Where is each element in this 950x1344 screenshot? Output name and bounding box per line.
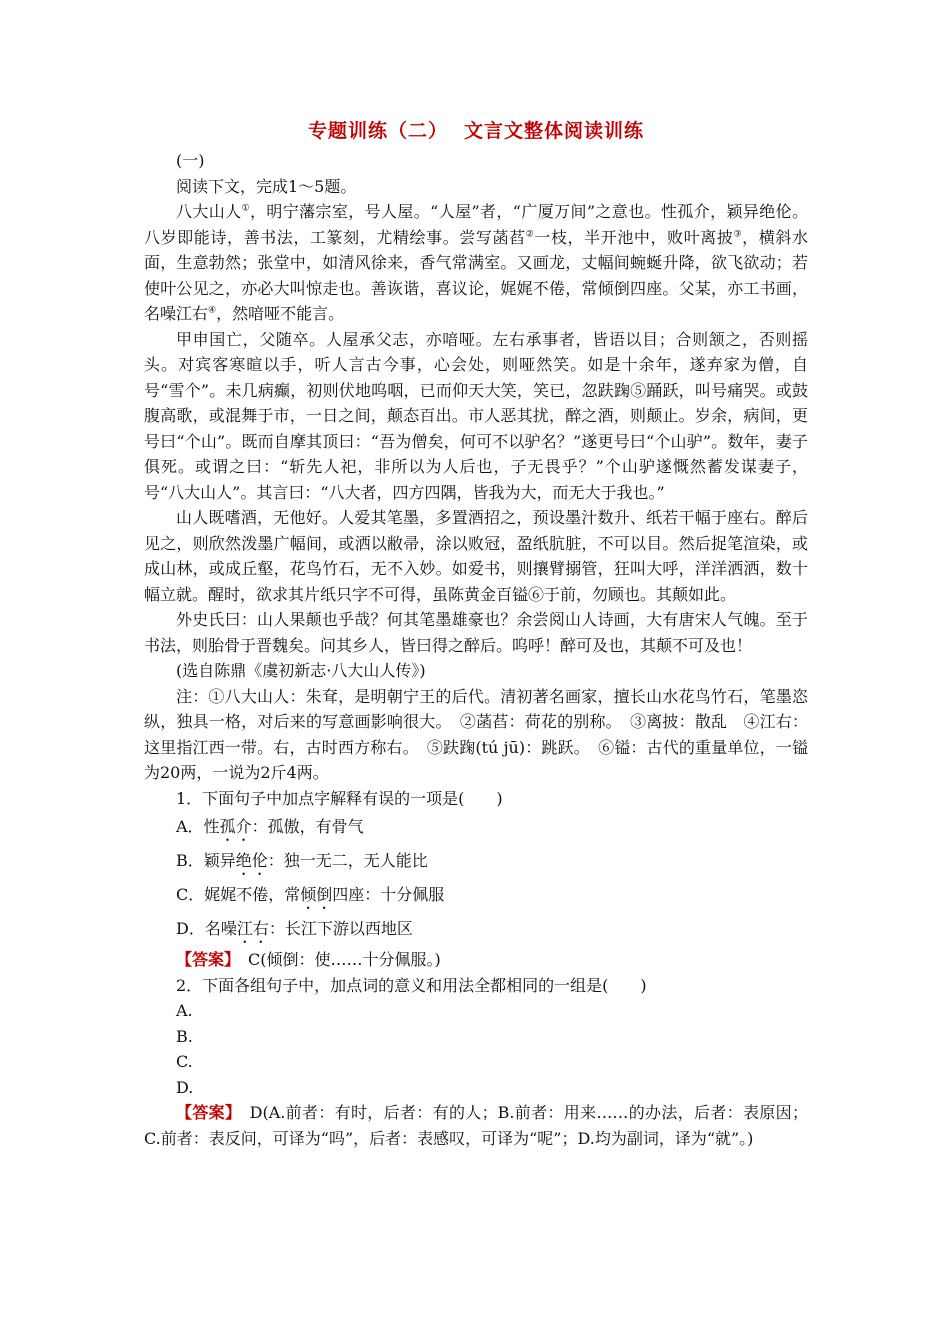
question-1-option-d: D．名噪江右：长江下游以西地区 [176, 919, 413, 938]
title-part2: 文言文整体阅读训练 [464, 120, 645, 142]
passage-paragraph-2: 甲申国亡，父随卒。人屋承父志，亦喑哑。左右承事者，皆语以目；合则颔之，否则摇头。对宾客寒暄以手，听人言古今事，心会处，则哑然笑。如是十余年，遂弃家为僧，自号“雪个”。未几病癫，初则伏地呜咽，已而仰天大笑，笑已，忽趺踘⑤踊跃，叫号痛哭。或鼓腹高歌，或混舞于市，一日之间，颠态百出。市人恶其扰，醉之酒，则颠止。岁余，病间，更号曰“个山”。既而自摩其顶曰：“吾为僧矣，何可不以驴名？”遂更号曰“个山驴”。数年，妻子俱死。或谓之曰：“斩先人祀，非所以为人后也，子无畏乎？”个山驴遂慨然蓄发谋妻子，号“八大山人”。其言曰：“八大者，四方四隅，皆我为大，而无大于我也。” [144, 329, 808, 502]
title-part1: 专题训练（二） [307, 120, 448, 142]
annotation-notes: 注：①八大山人：朱耷，是明朝宁王的后代。清初著名画家，擅长山水花鸟竹石，笔墨恣纵，独具一格，对后来的写意画影响很大。 ②菡萏：荷花的别称。 ③离披：散乱 ④江右：这里指江西一带。右，古时西方称右。 ⑤趺踘(tú jū)：跳跃。 ⑥镒：古代的重量单位，一镒为20两，一说为2斤4两。 [144, 686, 808, 782]
answer-tag: 【答案】 [176, 1103, 234, 1122]
question-1-stem: 1．下面句子中加点字解释有误的一项是( ) [176, 788, 503, 808]
instruction: 阅读下文，完成1～5题。 [176, 176, 357, 196]
passage-source: (选自陈鼎《虞初新志·八大山人传》) [176, 661, 426, 680]
section-label: (一) [176, 151, 205, 170]
question-1-answer: 【答案】 C(倾倒：使……十分佩服。) [176, 950, 441, 969]
question-2-option-c: C. [176, 1052, 193, 1071]
question-2-answer: 【答案】 D(A.前者：有时，后者：有的人；B.前者：用来……的办法，后者：表原因；C.前者：表反问，可译为“吗”，后者：表感叹，可译为“呢”；D.均为副词，译为“就”。) [144, 1103, 808, 1148]
question-1-option-c: C．娓娓不倦，常倾倒四座：十分佩服 [176, 885, 445, 904]
passage-paragraph-4: 外史氏曰：山人果颠也乎哉？何其笔墨雄豪也？余尝阅山人诗画，大有唐宋人气魄。至于书法，则胎骨于晋魏矣。问其乡人，皆曰得之醉后。呜呼！醉可及也，其颠不可及也！ [144, 610, 808, 655]
question-2-option-d: D. [176, 1077, 194, 1097]
question-1-option-b: B．颖异绝伦：独一无二，无人能比 [176, 851, 428, 870]
passage-paragraph-3: 山人既嗜酒，无他好。人爱其笔墨，多置酒招之，预设墨汁数升、纸若干幅于座右。醉后见之，则欣然泼墨广幅间，或洒以敝帚，涂以败冠，盈纸肮脏，不可以目。然后捉笔渲染，或成山林，或成丘壑，花鸟竹石，无不入妙。如爱书，则攘臂搦管，狂叫大呼，洋洋洒洒，数十幅立就。醒时，欲求其片纸只字不可得，虽陈黄金百镒⑥于前，勿顾也。其颠如此。 [144, 508, 808, 604]
answer-tag: 【答案】 [176, 950, 233, 969]
question-2-option-b: B. [176, 1026, 193, 1046]
question-2-stem: 2．下面各组句子中，加点词的意义和用法全都相同的一组是( ) [176, 975, 647, 995]
document-title [144, 116, 808, 146]
passage-paragraph-1: 八大山人①，明宁藩宗室，号人屋。“人屋”者，“广厦万间”之意也。性孤介，颖异绝伦。八岁即能诗，善书法，工篆刻，尤精绘事。尝写菡萏②一枝，半开池中，败叶离披③，横斜水面，生意勃然；张堂中，如清风徐来，香气常满室。又画龙，丈幅间蜿蜒升降，欲飞欲动；若使叶公见之，亦必大叫惊走也。善诙谐，喜议论，娓娓不倦，常倾倒四座。父某，亦工书画，名噪江右④，然喑哑不能言。 [144, 202, 808, 323]
document-page [144, 116, 808, 1151]
question-1-option-a: A．性孤介：孤傲，有骨气 [176, 817, 364, 836]
question-2-option-a: A. [176, 1001, 193, 1020]
